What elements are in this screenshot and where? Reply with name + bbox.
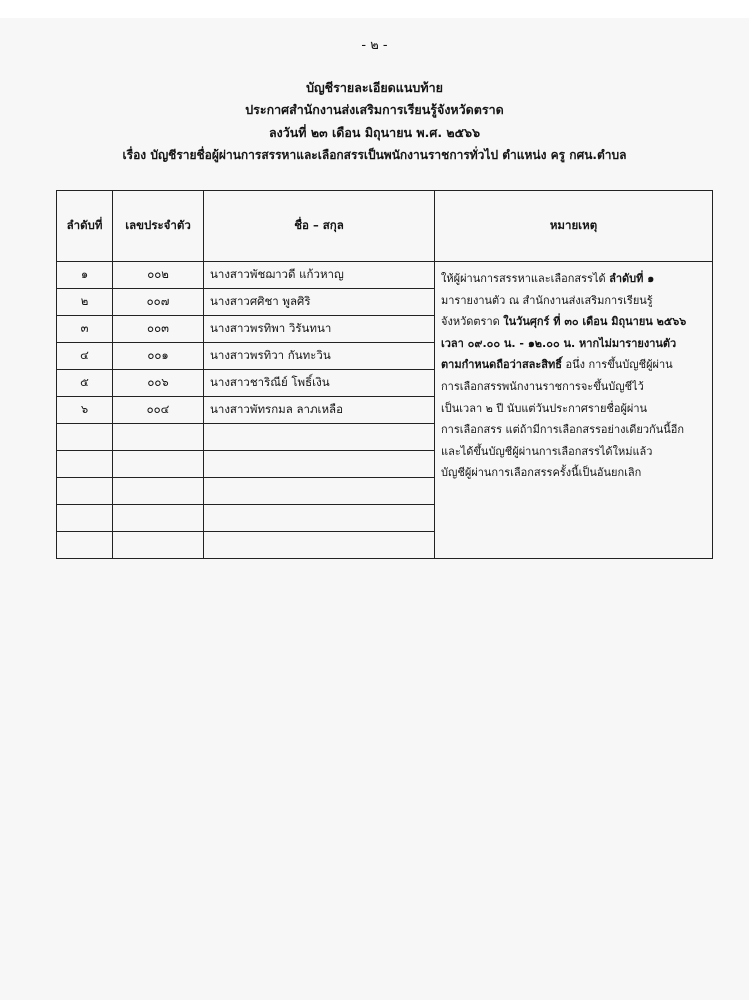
empty-cell xyxy=(113,424,204,451)
heading-subject: เรื่อง บัญชีรายชื่อผู้ผ่านการสรรหาและเลือกสรรเป็นพนักงานราชการทั่วไป ตำแหน่ง ครู กศน.ตำบล xyxy=(122,148,627,162)
remark-line: การเลือกสรร แต่ถ้ามีการเลือกสรรอย่างเดียวกันนี้อีก xyxy=(441,423,684,437)
page-top-edge xyxy=(0,0,749,18)
remark-line: บัญชีผู้ผ่านการเลือกสรรครั้งนี้เป็นอันยกเลิก xyxy=(441,466,642,480)
heading-date: ลงวันที่ ๒๓ เดือน มิถุนายน พ.ศ. ๒๕๖๖ xyxy=(268,125,481,140)
empty-cell xyxy=(204,451,435,478)
header-id: เลขประจำตัว xyxy=(113,191,204,262)
table-row xyxy=(57,262,713,289)
row-id: ๐๐๑ xyxy=(113,343,204,370)
row-id: ๐๐๒ xyxy=(113,262,204,289)
heading-attachment-title: บัญชีรายละเอียดแนบท้าย xyxy=(306,80,443,95)
remark-line: และได้ขึ้นบัญชีผู้ผ่านการเลือกสรรได้ใหม่แล้ว xyxy=(441,444,653,458)
remark-line xyxy=(441,311,706,333)
empty-cell xyxy=(57,505,113,532)
empty-cell xyxy=(57,424,113,451)
remark-cell xyxy=(435,262,713,559)
empty-cell xyxy=(204,424,435,451)
empty-cell xyxy=(204,532,435,559)
row-name: นางสาวพัทรกมล ลาภเหลือ xyxy=(204,397,435,424)
remark-bold-text: ตามกำหนดถือว่าสละสิทธิ์ xyxy=(441,358,562,372)
empty-cell xyxy=(113,532,204,559)
empty-cell xyxy=(204,505,435,532)
row-id: ๐๐๗ xyxy=(113,289,204,316)
empty-cell xyxy=(57,532,113,559)
row-name: นางสาวพัชฌาวดี แก้วหาญ xyxy=(204,262,435,289)
remark-text: อนึ่ง การขึ้นบัญชีผู้ผ่าน xyxy=(561,358,673,372)
remark-line: การเลือกสรรพนักงานราชการจะขึ้นบัญชีไว้ xyxy=(441,379,644,393)
empty-cell xyxy=(57,451,113,478)
remark-text: ให้ผู้ผ่านการสรรหาและเลือกสรรได้ xyxy=(441,272,610,285)
heading-announcement: ประกาศสำนักงานส่งเสริมการเรียนรู้จังหวัดตราด xyxy=(245,102,504,117)
remark-text: จังหวัดตราด xyxy=(441,315,504,329)
row-id: ๐๐๔ xyxy=(113,397,204,424)
candidate-table xyxy=(56,190,713,559)
row-id: ๐๐๖ xyxy=(113,370,204,397)
row-no: ๕ xyxy=(57,370,113,397)
remark-line: มารายงานตัว ณ สำนักงานส่งเสริมการเรียนรู้ xyxy=(441,293,653,307)
row-no: ๒ xyxy=(57,289,113,316)
row-no: ๓ xyxy=(57,316,113,343)
empty-cell xyxy=(113,505,204,532)
row-no: ๑ xyxy=(57,262,113,289)
page-number: - ๒ - xyxy=(361,38,388,53)
remark-bold-text: ลำดับที่ ๑ xyxy=(609,272,655,285)
remark-bold-text: ในวันศุกร์ ที่ ๓๐ เดือน มิถุนายน ๒๕๖๖ xyxy=(503,315,687,329)
row-name: นางสาวพรทิพา วิรันทนา xyxy=(204,316,435,343)
empty-cell xyxy=(57,478,113,505)
empty-cell xyxy=(113,478,204,505)
empty-cell xyxy=(113,451,204,478)
row-name: นางสาวชาริณีย์ โพธิ์เงิน xyxy=(204,370,435,397)
remark-line xyxy=(441,354,706,376)
row-no: ๔ xyxy=(57,343,113,370)
row-name: นางสาวศศิชา พูลศิริ xyxy=(204,289,435,316)
remark-line: เป็นเวลา ๒ ปี นับแต่วันประกาศรายชื่อผู้ผ่าน xyxy=(441,401,648,415)
header-no: ลำดับที่ xyxy=(57,191,113,262)
empty-cell xyxy=(204,478,435,505)
header-remark: หมายเหตุ xyxy=(435,191,713,262)
header-name: ชื่อ – สกุล xyxy=(204,191,435,262)
table-header-row xyxy=(57,191,713,262)
row-id: ๐๐๓ xyxy=(113,316,204,343)
row-name: นางสาวพรทิวา กันทะวิน xyxy=(204,343,435,370)
remark-line xyxy=(441,268,706,290)
remark-line: เวลา ๐๙.๐๐ น. - ๑๒.๐๐ น. หากไม่มารายงานตัว xyxy=(441,336,677,350)
row-no: ๖ xyxy=(57,397,113,424)
